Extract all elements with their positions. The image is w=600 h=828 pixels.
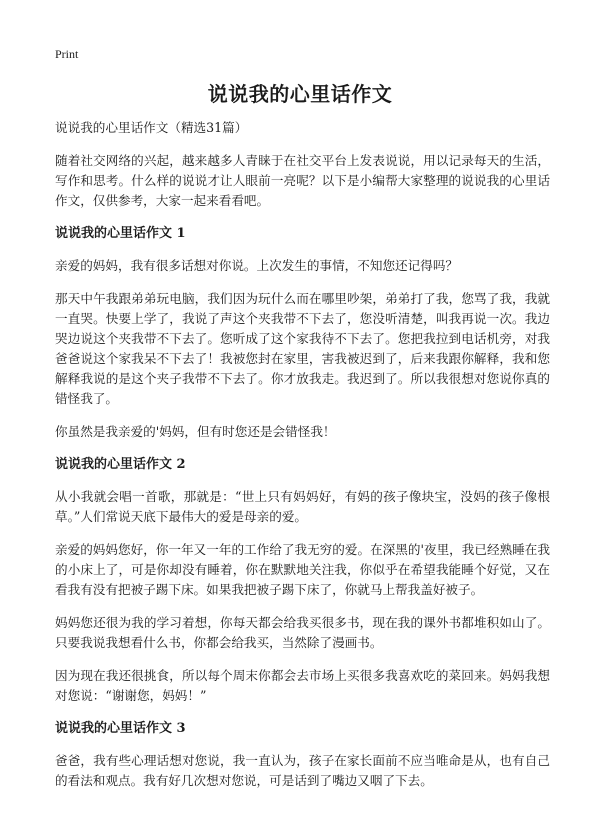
document-subtitle: 说说我的心里话作文（精选31篇）: [55, 120, 248, 135]
section-2-paragraph-1: 从小我就会唱一首歌，那就是：“世上只有妈妈好，有妈的孩子像块宝，没妈的孩子像根草。”人们常说天底下最伟大的爱是母亲的爱。: [55, 489, 550, 524]
section-2-paragraph-3: 妈妈您还很为我的学习着想，你每天都会给我买很多书，现在我的课外书都堆积如山了。只要我说我想看什么书，你都会给我买，当然除了漫画书。: [55, 615, 550, 650]
section-heading-2: 说说我的心里话作文 2: [55, 457, 186, 472]
print-link[interactable]: Print: [55, 47, 79, 61]
section-2-paragraph-4: 因为现在我还很挑食，所以每个周末你都会去市场上买很多我喜欢吃的菜回来。妈妈我想对您说：“谢谢您，妈妈！”: [55, 668, 550, 703]
section-1-paragraph-3: 你虽然是我亲爱的'妈妈，但有时您还是会错怪我！: [55, 424, 336, 439]
intro-paragraph: 随着社交网络的兴起，越来越多人青睐于在社交平台上发表说说，用以记录每天的生活，写作和思考。什么样的说说才让人眼前一亮呢？以下是小编帮大家整理的说说我的心里话作文，仅供参考，大家一起来看看吧。: [55, 153, 550, 208]
section-heading-3: 说说我的心里话作文 3: [55, 721, 186, 736]
section-1-paragraph-1: 亲爱的妈妈，我有很多话想对你说。上次发生的事情，不知您还记得吗？: [55, 258, 458, 273]
document-body: [55, 118, 550, 804]
section-heading-1: 说说我的心里话作文 1: [55, 226, 186, 241]
section-2-paragraph-2: 亲爱的妈妈您好，你一年又一年的工作给了我无穷的爱。在深黑的'夜里，我已经熟睡在我的小床上了，可是你却没有睡着，你在默默地关注我，你似乎在希望我能睡个好觉，又在看我有没有把被子踢下床。如果我把被子踢下床了，你就马上帮我盖好被子。: [55, 542, 550, 597]
section-3-paragraph-1: 爸爸，我有些心理话想对您说，我一直认为，孩子在家长面前不应当唯命是从，也有自己的看法和观点。我有好几次想对您说，可是话到了嘴边又咽了下去。: [55, 753, 550, 788]
document-title: 说说我的心里话作文: [207, 82, 393, 106]
section-1-paragraph-2: 那天中午我跟弟弟玩电脑，我们因为玩什么而在哪里吵架，弟弟打了我，您骂了我，我就一直哭。快要上学了，我说了声这个夹我带不下去了，您没听清楚，叫我再说一次。我边哭边说这个夹我带不下去了。您听成了这个家我待不下去了。您把我拉到电话机旁，对我爸爸说这个家我呆不下去了！我被您封在家里，害我被迟到了，后来我跟你解释，我和您解释我说的是这个夹子我带不下去了。你才放我走。我迟到了。所以我很想对您说你真的错怪我了。: [55, 291, 550, 406]
